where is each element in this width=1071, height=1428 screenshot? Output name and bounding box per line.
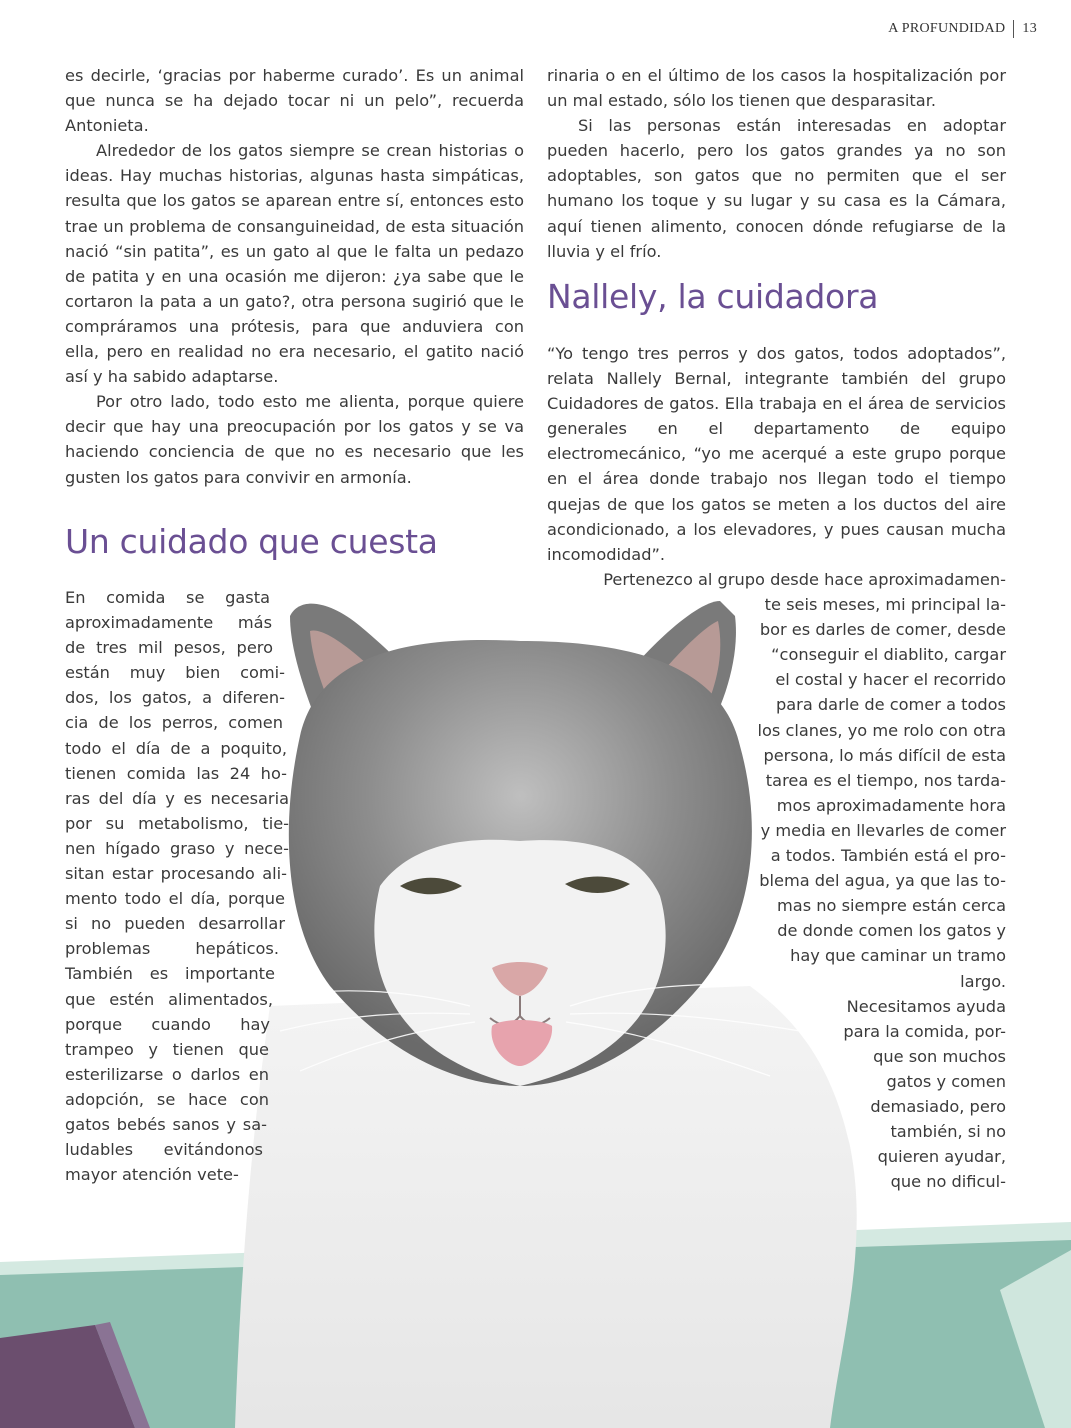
text-line: nen hígado graso y nece- [65, 838, 289, 858]
text-line: trampeo y tienen que [65, 1039, 269, 1059]
right-column-bottom [547, 567, 1006, 1194]
text-line: también, si no [890, 1122, 1006, 1142]
text-line: y media en llevarles de comer [760, 820, 1006, 840]
text-line: También es importante [65, 964, 275, 984]
text-line: los clanes, yo me rolo con otra [757, 720, 1006, 740]
text-line: largo. [960, 971, 1006, 991]
paragraph: Si las personas están interesadas en adoptar pueden hacerlo, pero los gatos grandes ya no son adoptables, son gatos que no permiten que el ser humano los toque y su lugar y su casa es la Cámara, aquí tienen alimento, conocen dónde refugiarse de la lluvia y el frío. [547, 116, 1006, 261]
text-line: a todos. También está el pro- [770, 846, 1006, 866]
right-column-top [547, 63, 1006, 264]
text-line: blema del agua, ya que las to- [759, 871, 1006, 891]
text-line: En comida se gasta [65, 588, 270, 607]
text-line: mos aproximadamente hora [776, 795, 1006, 815]
text-line: para darle de comer a todos [775, 695, 1006, 715]
running-head [888, 20, 1037, 38]
left-column-top [65, 63, 524, 490]
text-line: hay que caminar un tramo [790, 946, 1006, 966]
text-line: cia de los perros, comen [65, 713, 283, 733]
section-label: A PROFUNDIDAD [888, 21, 1006, 36]
section-heading-cuidado: Un cuidado que cuesta [65, 522, 438, 561]
text-line: te seis meses, mi principal la- [764, 595, 1006, 615]
right-column-middle [547, 341, 1006, 567]
text-line: todo el día de a poquito, [65, 738, 287, 758]
text-line: que estén alimentados, [65, 989, 273, 1009]
text-line: de tres mil pesos, pero [65, 638, 273, 658]
left-column-bottom [65, 585, 289, 1187]
text-line: mayor atención vete- [65, 1165, 239, 1185]
text-line: porque cuando hay [65, 1014, 270, 1034]
text-line: mas no siempre están cerca [777, 896, 1006, 916]
paragraph: es decirle, ‘gracias por haberme curado’. Es un animal que nunca se ha dejado tocar ni un pelo”, recuerda Antonieta. [65, 66, 524, 136]
page-number: 13 [1022, 21, 1037, 36]
paragraph: Alrededor de los gatos siempre se crean historias o ideas. Hay muchas historias, algunas hasta simpáticas, resulta que los gatos se aparean entre sí, entonces esto trae un problema de consanguineidad, de esta situación nació “sin patita”, es un gato al que le falta un pedazo de patita y en una ocasión me dijeron: ¿ya sabe que le cortaron la pata a un gato?, otra persona sugirió que le compráramos una prótesis, para que anduviera con ella, pero en realidad no era necesario, el gatito nació así y ha sabido adaptarse. [65, 141, 524, 387]
section-heading-nallely: Nallely, la cuidadora [547, 277, 879, 316]
paragraph: rinaria o en el último de los casos la hospitalización por un mal estado, sólo los tienen que desparasitar. [547, 66, 1006, 111]
text-line: ras del día y es necesaria [65, 788, 289, 808]
text-line: si no pueden desarrollar [65, 914, 285, 934]
text-line: tienen comida las 24 ho- [65, 763, 287, 783]
text-line: que son muchos [873, 1046, 1006, 1066]
text-line: de donde comen los gatos y [777, 921, 1006, 941]
text-line: “conseguir el diablito, cargar [771, 645, 1006, 665]
text-line: adopción, se hace con [65, 1089, 269, 1109]
text-line: Pertenezco al grupo desde hace aproximadamen- [603, 570, 1006, 589]
text-line: gatos bebés sanos y sa- [65, 1114, 267, 1134]
running-head-divider [1013, 20, 1014, 38]
text-line: mento todo el día, porque [65, 889, 285, 909]
text-line: tarea es el tiempo, nos tarda- [765, 770, 1006, 790]
paragraph: Por otro lado, todo esto me alienta, porque quiere decir que hay una preocupación por los gatos y se va haciendo conciencia de que no es necesario que les gusten los gatos para convivir en armonía. [65, 392, 524, 487]
text-line: gatos y comen [886, 1071, 1006, 1091]
text-line: sitan estar procesando ali- [65, 864, 287, 884]
text-line: dos, los gatos, a diferen- [65, 688, 285, 708]
text-line: para la comida, por- [843, 1021, 1006, 1041]
text-line: ludables evitándonos [65, 1140, 263, 1160]
text-line: demasiado, pero [870, 1096, 1006, 1116]
text-line: aproximadamente más [65, 613, 272, 633]
text-line: el costal y hacer el recorrido [775, 670, 1006, 690]
text-line: esterilizarse o darlos en [65, 1064, 269, 1084]
text-line: bor es darles de comer, desde [759, 620, 1006, 640]
text-line: que no dificul- [890, 1172, 1006, 1192]
text-line: quieren ayudar, [877, 1147, 1006, 1167]
text-line: por su metabolismo, tie- [65, 813, 289, 833]
paragraph: “Yo tengo tres perros y dos gatos, todos adoptados”, relata Nallely Bernal, integrante también del grupo Cuidadores de gatos. Ella trabaja en el área de servicios generales en el departamento de equipo electromecánico, “yo me acerqué a este grupo porque en el área donde trabajo nos llegan todo el tiempo quejas de que los gatos se meten a los ductos del aire acondicionado, a los elevadores, y pues causan mucha incomodidad”. [547, 344, 1006, 564]
text-line: Necesitamos ayuda [846, 996, 1006, 1016]
text-line: problemas hepáticos. [65, 939, 279, 959]
text-line: están muy bien comi- [65, 663, 285, 683]
text-line: persona, lo más difícil de esta [763, 745, 1006, 765]
